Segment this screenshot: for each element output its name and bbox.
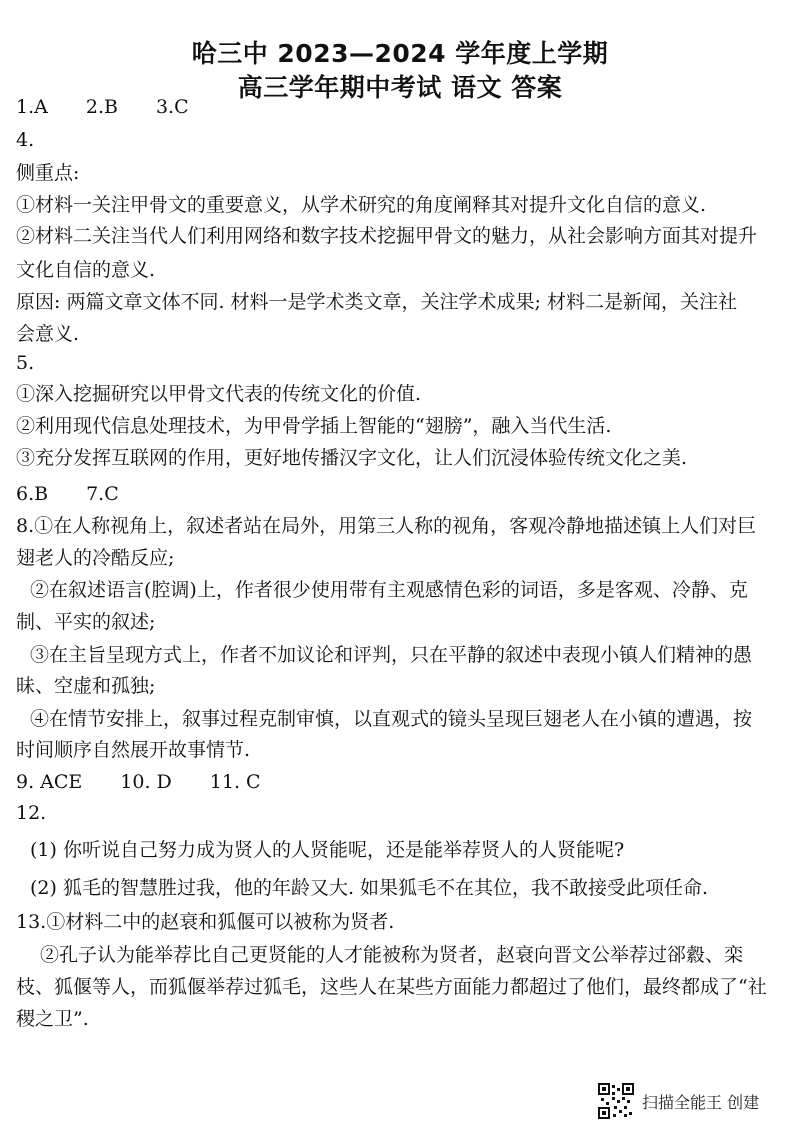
text-line: 原因: 两篇文章文体不同. 材料一是学术类文章，关注学术成果; 材料二是新闻，关注社 <box>16 291 737 313</box>
text-line: 1.A 2.B 3.C <box>16 96 189 118</box>
text-line: 昧、空虚和孤独; <box>16 675 156 697</box>
text-line: 时间顺序自然展开故事情节. <box>16 739 251 761</box>
text-line: 5. <box>16 352 35 374</box>
text-line: ③充分发挥互联网的作用，更好地传播汉字文化，让人们沉浸体验传统文化之美. <box>16 447 688 469</box>
page-title-line-1: 哈三中 2023—2024 学年度上学期 <box>191 39 609 68</box>
text-line: 6.B 7.C <box>16 483 119 505</box>
text-line: 12. <box>16 802 47 824</box>
scanner-watermark <box>598 1082 788 1120</box>
text-line: ①深入挖掘研究以甲骨文代表的传统文化的价值. <box>16 383 422 405</box>
text-line: ④在情节安排上，叙事过程克制审慎，以直观式的镜头呈现巨翅老人在小镇的遭遇，按 <box>30 708 753 730</box>
text-line: 制、平实的叙述; <box>16 611 156 633</box>
text-line: 13.①材料二中的赵衰和狐偃可以被称为贤者. <box>16 911 395 933</box>
text-line: ①材料一关注甲骨文的重要意义，从学术研究的角度阐释其对提升文化自信的意义. <box>16 194 707 216</box>
text-line: ②在叙述语言(腔调)上，作者很少使用带有主观感情色彩的词语，多是客观、冷静、克 <box>30 579 748 601</box>
text-line: 文化自信的意义. <box>16 259 156 281</box>
text-line: (2) 狐毛的智慧胜过我，他的年龄又大. 如果狐毛不在其位，我不敢接受此项任命. <box>30 877 709 899</box>
text-line: ③在主旨呈现方式上，作者不加议论和评判，只在平静的叙述中表现小镇人们精神的愚 <box>30 644 753 666</box>
text-line: 侧重点: <box>16 162 80 184</box>
text-line: 8.①在人称视角上，叙述者站在局外，用第三人称的视角，客观冷静地描述镇上人们对巨 <box>16 515 757 537</box>
text-line: ②材料二关注当代人们利用网络和数字技术挖掘甲骨文的魅力，从社会影响方面其对提升 <box>16 225 758 247</box>
text-line: (1) 你听说自己努力成为贤人的人贤能呢，还是能举荐贤人的人贤能呢? <box>30 839 625 861</box>
page-title-line-2: 高三学年期中考试 语文 答案 <box>237 73 563 102</box>
qr-code-icon <box>598 1083 634 1119</box>
text-line: 9. ACE 10. D 11. C <box>16 771 261 793</box>
text-line: ②利用现代信息处理技术，为甲骨学插上智能的“翅膀”，融入当代生活. <box>16 415 612 437</box>
text-line: 稷之卫”. <box>16 1008 89 1030</box>
text-line: 翅老人的冷酷反应; <box>16 547 175 569</box>
watermark-text: 扫描全能王 创建 <box>642 1092 760 1112</box>
text-line: 4. <box>16 129 35 151</box>
text-line: ②孔子认为能举荐比自己更贤能的人才能被称为贤者，赵衰向晋文公举荐过郤縠、栾 <box>40 944 744 966</box>
text-line: 枝、狐偃等人，而狐偃举荐过狐毛，这些人在某些方面能力都超过了他们，最终都成了“社 <box>16 976 767 998</box>
text-line: 会意义. <box>16 323 80 345</box>
